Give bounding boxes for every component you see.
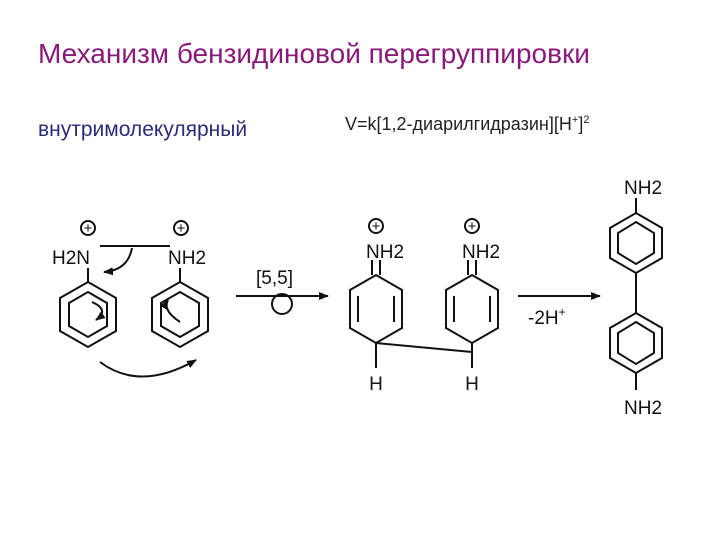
reaction-arrow-1 [236,294,328,314]
shift-label: [5,5] [256,268,293,289]
right-dienyl-ring [446,275,498,343]
product-upper-ring [610,213,662,273]
product-amine-bottom: NH2 [624,398,663,419]
product-lower-ring [610,313,662,373]
electron-arrow-1 [104,248,132,272]
rate-law-middle: ] [578,114,584,134]
amine-label-left: H2N [52,248,91,269]
iminium-label-left: NH2 [366,242,405,263]
amine-label-right: NH2 [168,248,207,269]
page-title: Механизм бензидиновой перегруппировки [38,38,590,69]
mechanism-type-label: внутримолекулярный [38,118,248,141]
electron-arrow-3 [167,300,181,322]
right-benzene-ring [152,282,208,347]
electron-arrow-4 [100,360,196,377]
charge-label-int-left: + [371,218,381,235]
left-benzene-ring [60,282,116,347]
product-amine-top: NH2 [624,178,663,199]
iminium-label-right: NH2 [462,242,501,263]
rate-law-power: 2 [583,114,590,126]
hydrogen-label-left: H [369,374,383,395]
electron-arrow-2 [92,302,102,320]
left-dienyl-ring [350,275,402,343]
rate-law-charge: + [571,114,579,126]
rate-law-prefix: V=k[1,2-диарилгидразин][H [345,114,572,134]
proton-loss-label: -2H+ [528,305,566,329]
charge-label-left: + [83,220,93,237]
hydrazine-dication [60,221,208,377]
hydrogen-label-right: H [465,374,479,395]
charge-label-right: + [176,220,186,237]
c-c-bond [376,343,472,352]
benzidine-product [610,198,662,390]
charge-label-int-right: + [467,218,477,235]
